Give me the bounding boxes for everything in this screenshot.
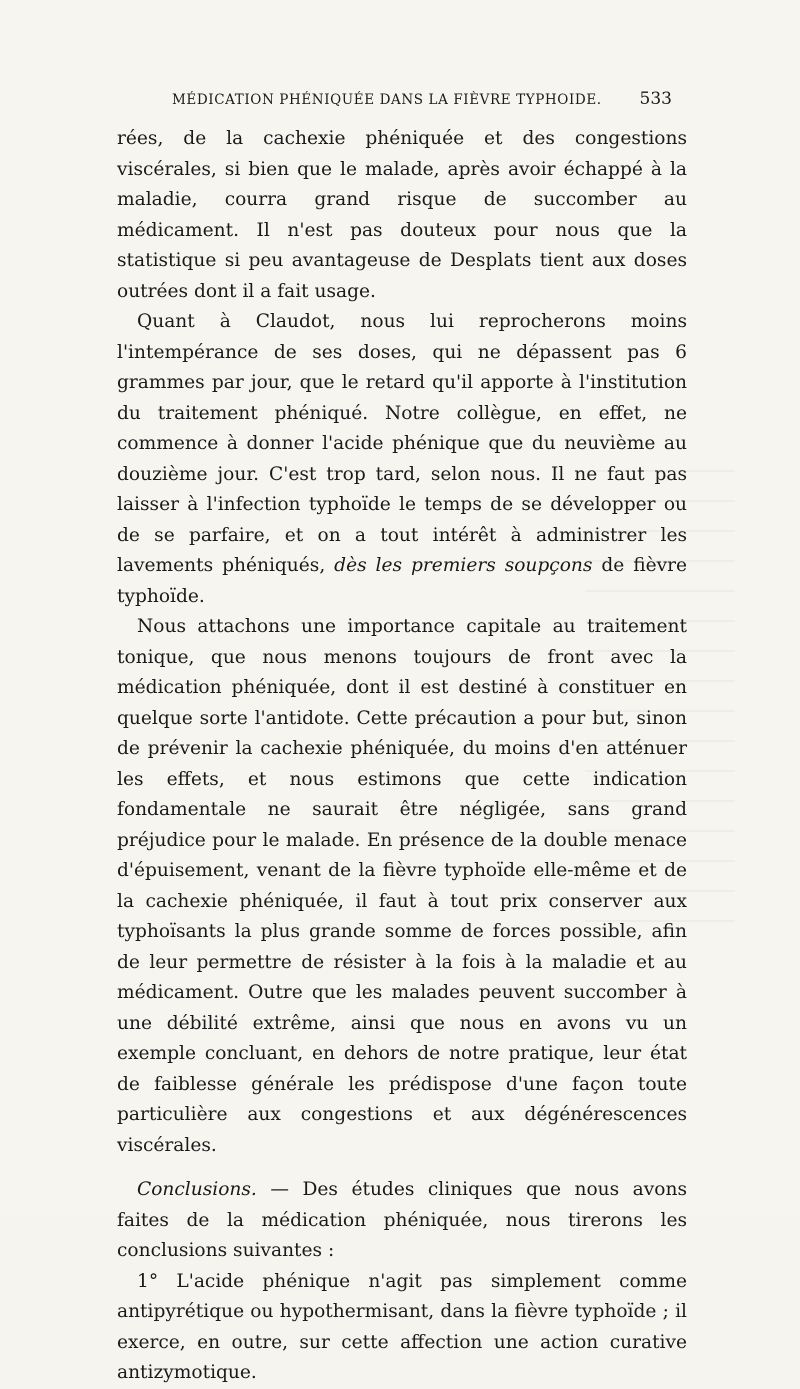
conclusions-label: Conclusions. [137, 1179, 257, 1200]
paragraph-claudot-emphasis: dès les premiers soupçons [334, 555, 593, 576]
body-text [117, 124, 687, 1389]
conclusion-item-1: 1° L'acide phénique n'agit pas simplement comme antipyrétique ou hypothermisant, dans la fièvre typhoïde ; il exerce, en outre, sur cette affection une action curative antizymotique. [117, 1270, 687, 1383]
conclusions-text: — Des études cliniques que nous avons faites de la médication phéniquée, nous tirerons les conclusions suivantes : [117, 1179, 687, 1261]
running-header [172, 89, 672, 109]
page-number: 533 [639, 89, 672, 109]
paragraph-conclusions [117, 1175, 687, 1267]
paragraph-claudot-end: de fièvre typhoïde. [117, 555, 688, 607]
paragraph-claudot-text: Quant à Claudot, nous lui reprocherons moins l'intempérance de ses doses, qui ne dépassent pas 6 grammes par jour, que le retard qu'il apporte à l'institution du traitement phéniqué. Notre collègue, en effet, ne commence à donner l'acide phénique que du neuvième au douzième jour. C'est trop tard, selon nous. Il ne faut pas laisser à l'infection typhoïde le temps de se développer ou de se parfaire, et on a tout intérêt à administrer les lavements phéniqués, [117, 311, 687, 576]
paragraph-tonic-treatment: Nous attachons une importance capitale au traitement tonique, que nous menons toujours de front avec la médication phéniquée, dont il est destiné à constituer en quelque sorte l'antidote. Cette précaution a pour but, sinon de prévenir la cachexie phéniquée, du moins d'en atténuer les effets, et nous estimons que cette indication fondamentale ne saurait être négligée, sans grand préjudice pour le malade. En présence de la double menace d'épuisement, venant de la fièvre typhoïde elle-même et de la cachexie phéniquée, il faut à tout prix conserver aux typhoïsants la plus grande somme de forces possible, afin de leur permettre de résister à la fois à la maladie et au médicament. Outre que les malades peuvent succomber à une débilité extrême, ainsi que nous en avons vu un exemple concluant, en dehors de notre pratique, leur état de faiblesse générale les prédispose d'une façon toute particulière aux congestions et aux dégénérescences viscérales. [117, 616, 687, 1156]
paragraph-continuation: rées, de la cachexie phéniquée et des congestions viscérales, si bien que le malade, après avoir échappé à la maladie, courra grand risque de succomber au médicament. Il n'est pas douteux pour nous que la statistique si peu avantageuse de Desplats tient aux doses outrées dont il a fait usage. [117, 128, 687, 302]
paragraph-claudot [117, 307, 687, 612]
running-title: MÉDICATION PHÉNIQUÉE DANS LA FIÈVRE TYPHOIDE. [172, 92, 602, 108]
